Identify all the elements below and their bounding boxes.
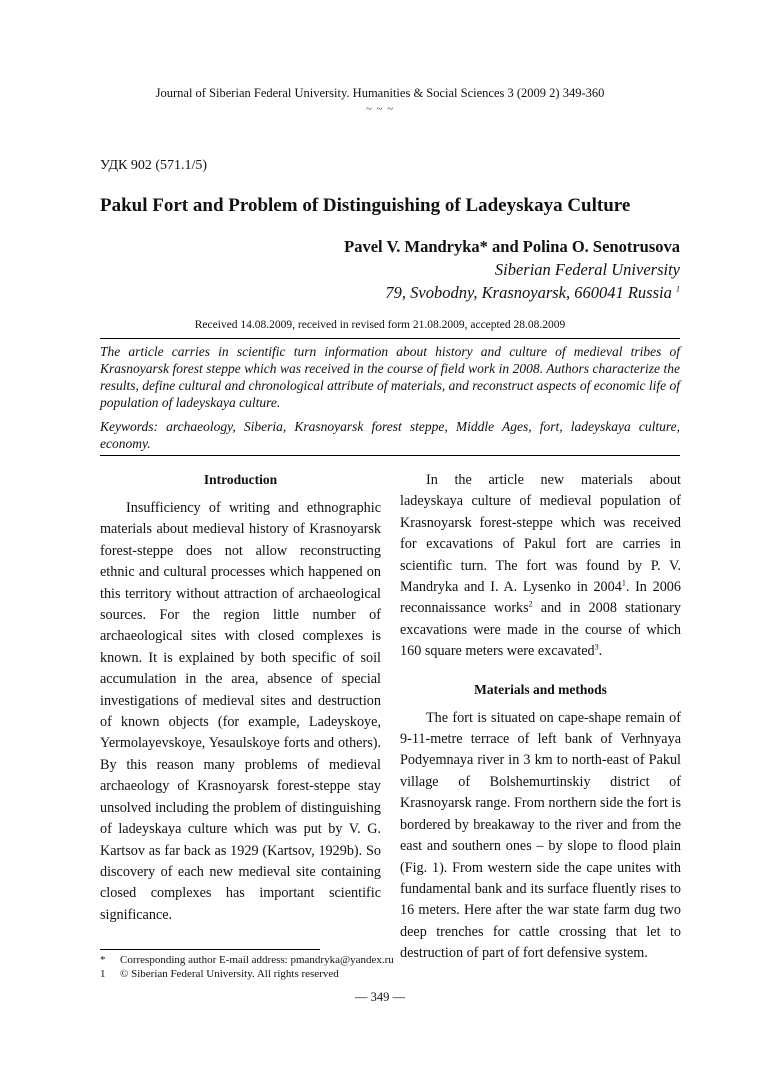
- footnotes: [100, 953, 680, 981]
- author-block: [180, 235, 680, 304]
- left-column: [100, 470, 381, 926]
- keywords: Keywords: archaeology, Siberia, Krasnoyarsk forest steppe, Middle Ages, fort, ladeyskaya culture, economy.: [100, 419, 680, 451]
- received-dates: Received 14.08.2009, received in revised form 21.08.2009, accepted 28.08.2009: [194, 319, 566, 331]
- footnote-mark: 1: [100, 968, 106, 980]
- affiliation: Siberian Federal University: [494, 260, 680, 279]
- article-title: Pakul Fort and Problem of Distinguishing of Ladeyskaya Culture: [100, 195, 631, 216]
- footnote-ref-3: 3: [594, 642, 599, 652]
- address-footnote-mark: 1: [676, 284, 680, 294]
- intro-text-1: In the article new materials about ladeyskaya culture of medieval population of Krasnoyarsk forest-steppe which was received for excavations of Pakul fort are carries in scientific turn. The fort was found by P. V. Mandryka and I. A. Lysenko in 2004: [400, 472, 681, 596]
- footnote-text: © Siberian Federal University. All rights reserved: [120, 968, 339, 980]
- footnote-ref-2: 2: [528, 599, 533, 609]
- abstract-bottom-rule: [100, 455, 680, 456]
- materials-heading: Materials and methods: [474, 681, 607, 697]
- footnote-text: Corresponding author E-mail address: pmandryka@yandex.ru: [120, 954, 394, 966]
- top-rule: [100, 338, 680, 339]
- footnote-ref-1: 1: [621, 578, 626, 588]
- address-text: 79, Svobodny, Krasnoyarsk, 660041 Russia: [385, 283, 672, 302]
- intro-continuation-paragraph: [400, 470, 681, 663]
- intro-text-4: .: [598, 643, 603, 660]
- header-ornament: ~ ~ ~: [365, 103, 395, 115]
- udk-code: УДК 902 (571.1/5): [100, 158, 208, 173]
- section-gap: [400, 663, 681, 680]
- footnote-item: [100, 967, 680, 981]
- intro-text-2: . In 2006 reconnaissance works: [400, 579, 681, 617]
- address: [180, 281, 680, 304]
- journal-header: Journal of Siberian Federal University. Humanities & Social Sciences 3 (2009 2) 349-360: [155, 86, 605, 100]
- footnote-item: [100, 953, 680, 967]
- materials-paragraph: The fort is situated on cape-shape remain of 9-11-metre terrace of left bank of Verhnyaya Podyemnaya river in 3 km to north-east of Pakul village of Bolshemurtinskiy district of Krasnoyarsk range. From northern side the fort is bordered by breakaway to the river and from the east and southern ones – by slope to flood plain (Fig. 1). From western side the cape unites with fundamental bank and its surface fluently rises to 16 meters. Here after the war state farm dug two deep trenches for cattle crossing that let to destruction of part of fort defensive system.: [400, 709, 681, 962]
- abstract: The article carries in scientific turn information about history and culture of medieval tribes of Krasnoyarsk forest steppe which was received in the course of field work in 2008. Authors characterize the results, define cultural and chronological attribute of materials, and reconstruct aspects of economic life of population of ladeyskaya culture.: [100, 344, 680, 410]
- footnote-rule: [100, 949, 320, 950]
- footnote-mark: *: [100, 954, 106, 966]
- introduction-paragraph: Insufficiency of writing and ethnographic materials about medieval history of Krasnoyarsk forest-steppe does not allow reconstructing ethnic and cultural processes which happened on this territory without attraction of archaeological sources. For the region little number of archaeological sites with closed complexes is known. It is explained by both specific of soil accumulation in the area, absence of special investigations of medieval sites and destruction of known objects (for example, Ladeyskoye, Yermolayevskoye, Yesaulskoye forts and others). By this reason many problems of medieval archaeology of Krasnoyarsk forest-steppe stay unsolved including the problem of distinguishing of ladeyskaya culture which was put by V. G. Kartsov as far back as 1929 (Kartsov, 1929b). So discovery of each new medieval site containing closed complexes has important scientific significance.: [100, 500, 381, 923]
- author-names: Pavel V. Mandryka* and Polina O. Senotrusova: [344, 237, 680, 256]
- page-number: — 349 —: [355, 990, 405, 1004]
- intro-text-3: and in 2008 stationary excavations were made in the course of which 160 square meters were excavated: [400, 600, 682, 660]
- introduction-heading: Introduction: [203, 472, 278, 487]
- right-column: [400, 470, 681, 965]
